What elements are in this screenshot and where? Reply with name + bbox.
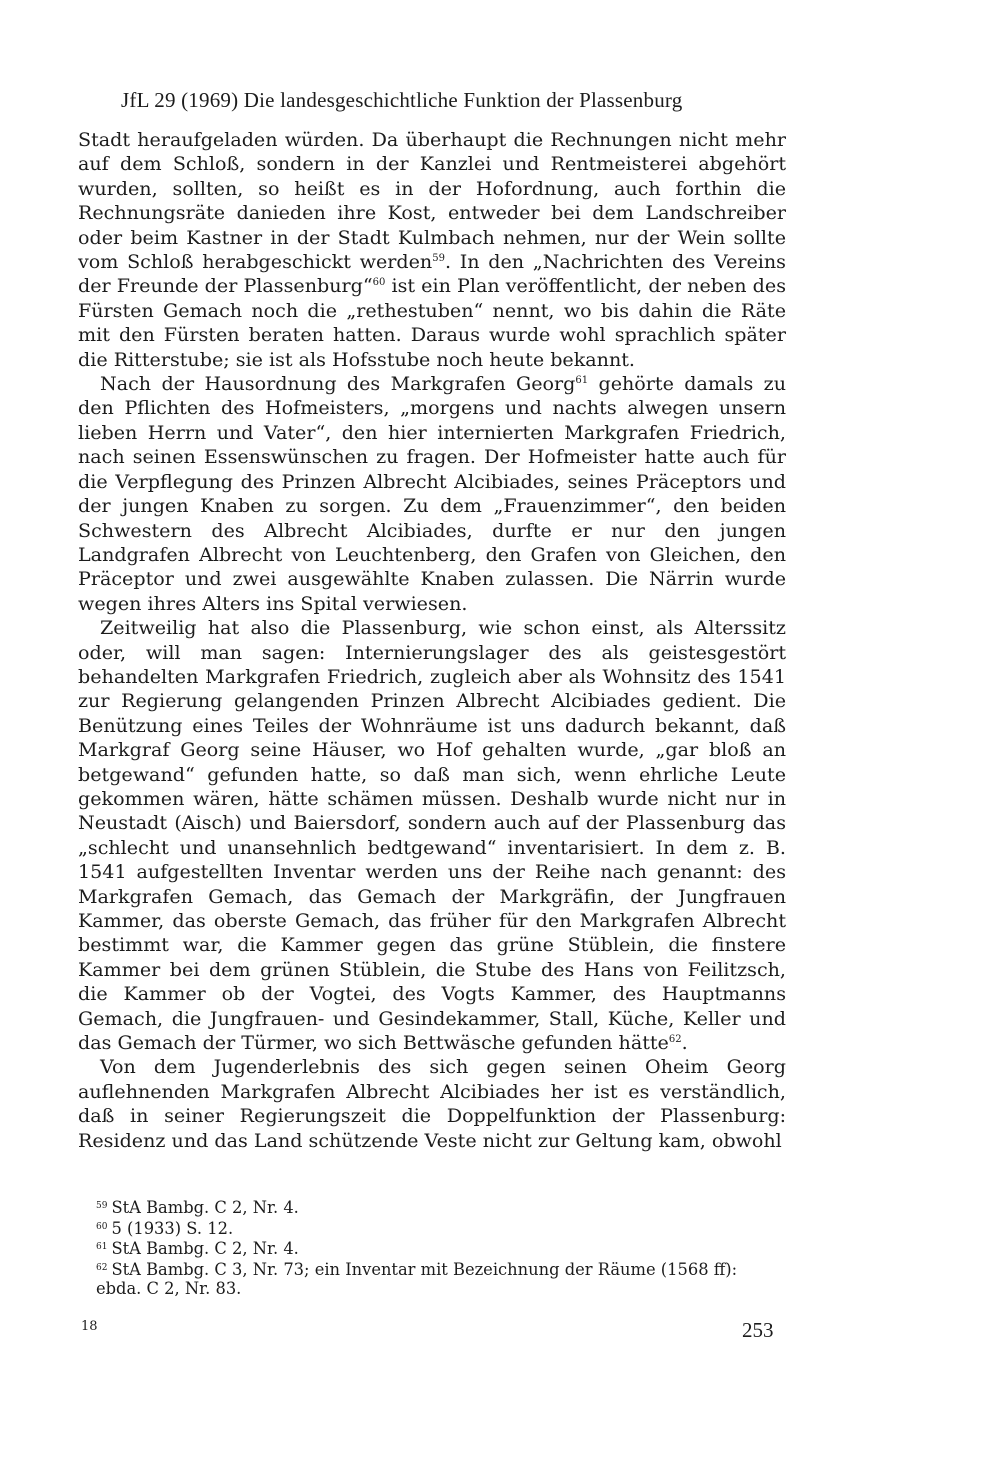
footnotes [96, 1197, 796, 1299]
paragraph [78, 372, 786, 616]
footnote-marker: 62 [668, 1034, 682, 1046]
footnote-number: 62 [96, 1262, 108, 1273]
footnote [96, 1238, 796, 1259]
footnote-text: StA Bambg. C 2, Nr. 4. [111, 1239, 299, 1258]
running-header: JfL 29 (1969) Die landesgeschichtliche Funktion der Plassenburg [121, 88, 683, 112]
body-text [78, 128, 786, 1153]
footnote-text: StA Bambg. C 3, Nr. 73; ein Inventar mit Bezeichnung der Räume (1568 ff): [111, 1259, 738, 1279]
text-run: gehörte damals zu den Pflichten des Hofmeisters, „morgens und nachts alwegen unsern lieben Herrn und Vater“, den hier internierten Markgrafen Friedrich, nach seinen Essenswünschen zu fragen. Der Hofmeister hatte auch für die Verpflegung des Prinzen Albrecht Alcibiades, seines Präceptors und der jungen Knaben zu sorgen. Zu dem „Frauenzimmer“, den beiden Schwestern des Albrecht Alcibiades, durfte er nur den jungen Landgrafen Albrecht von Leuchtenberg, den Grafen von Gleichen, den Präceptor und zwei ausgewählte Knaben zulassen. Die Närrin wurde wegen ihres Alters ins Spital verwiesen. [78, 372, 786, 615]
footnote-number: 61 [96, 1242, 108, 1252]
text-run: Stadt heraufgeladen würden. Da überhaupt die Rechnungen nicht mehr auf dem Schloß, sondern in der Kanzlei und Rentmeisterei abgehört wurden, sollten, so heißt es in der Hofordnung, auch forthin die Rechnungsräte danieden ihre Kost, entweder bei dem Landschreiber oder beim Kastner in der Stadt Kulmbach nehmen, nur der Wein sollte vom Schloß herabgeschickt werden [78, 128, 786, 274]
footnote-marker: 61 [575, 375, 589, 387]
page-number: 253 [742, 1318, 774, 1342]
text-run: Von dem Jugenderlebnis des sich gegen seinen Oheim Georg auflehnenden Markgrafen Albrecht Alcibiades her ist es verständlich, daß in seiner Regierungszeit die Doppelfunktion der Plassenburg: Residenz und das Land schützende Veste nicht zur Geltung kam, obwohl [78, 1055, 786, 1152]
footnote [96, 1259, 796, 1280]
footnote-marker: 59 [432, 253, 445, 265]
footnote [96, 1218, 796, 1239]
text-run: Nach der Hausordnung des Markgrafen Georg [100, 372, 576, 396]
text-run: . In den „Nachrichten des Vereins der Freunde der Plassenburg“ [78, 250, 786, 298]
footnote [96, 1197, 796, 1218]
footnote-number: 59 [96, 1201, 108, 1211]
paragraph [78, 616, 786, 1055]
footnote-text: StA Bambg. C 2, Nr. 4. [111, 1198, 299, 1217]
footnote-continuation: ebda. C 2, Nr. 83. [96, 1279, 242, 1298]
footnote-marker: 60 [372, 277, 386, 289]
text-run: . [681, 1031, 688, 1055]
text-run: Zeitweilig hat also die Plassenburg, wie schon einst, als Alterssitz oder, will man sagen: Internierungslager des als geistesgestört behandelten Markgrafen Friedrich, zugleich aber als Wohnsitz des 1541 zur Regierung gelangenden Prinzen Albrecht Alcibiades gedient. Die Benützung eines Teiles der Wohnräume ist uns dadurch bekannt, daß Markgraf Georg seine Häuser, wo Hof gehalten wurde, „gar bloß an betgewand“ gefunden hatte, so daß man sich, wenn ehrliche Leute gekommen wären, hätte schämen müssen. Deshalb wurde nicht nur in Neustadt (Aisch) und Baiersdorf, sondern auch auf der Plassenburg das „schlecht und unansehnlich bedtgewand“ inventarisiert. In dem z. B. 1541 aufgestellten Inventar werden uns der Reihe nach genannt: des Markgrafen Gemach, das Gemach der Markgräfin, der Jungfrauen Kammer, das oberste Gemach, das früher für den Markgrafen Albrecht bestimmt war, die Kammer gegen das grüne Stüblein, die finstere Kammer bei dem grünen Stüblein, die Stube des Hans von Feilitzsch, die Kammer ob der Vogtei, des Vogts Kammer, des Hauptmanns Gemach, die Jungfrauen- und Gesindekammer, Stall, Küche, Keller und das Gemach der Türmer, wo sich Bettwäsche gefunden hätte [78, 616, 786, 1055]
paragraph [78, 128, 786, 372]
text-run: ist ein Plan veröffentlicht, der neben des Fürsten Gemach noch die „rethestuben“ nennt, wo bis dahin die Räte mit den Fürsten beraten hatten. Daraus wurde wohl sprachlich später die Ritterstube; sie ist als Hofsstube noch heute bekannt. [78, 274, 786, 371]
signature-mark: 18 [81, 1319, 98, 1334]
footnote-text: 5 (1933) S. 12. [111, 1218, 234, 1238]
paragraph [78, 1055, 786, 1153]
footnote-number: 60 [96, 1221, 108, 1232]
